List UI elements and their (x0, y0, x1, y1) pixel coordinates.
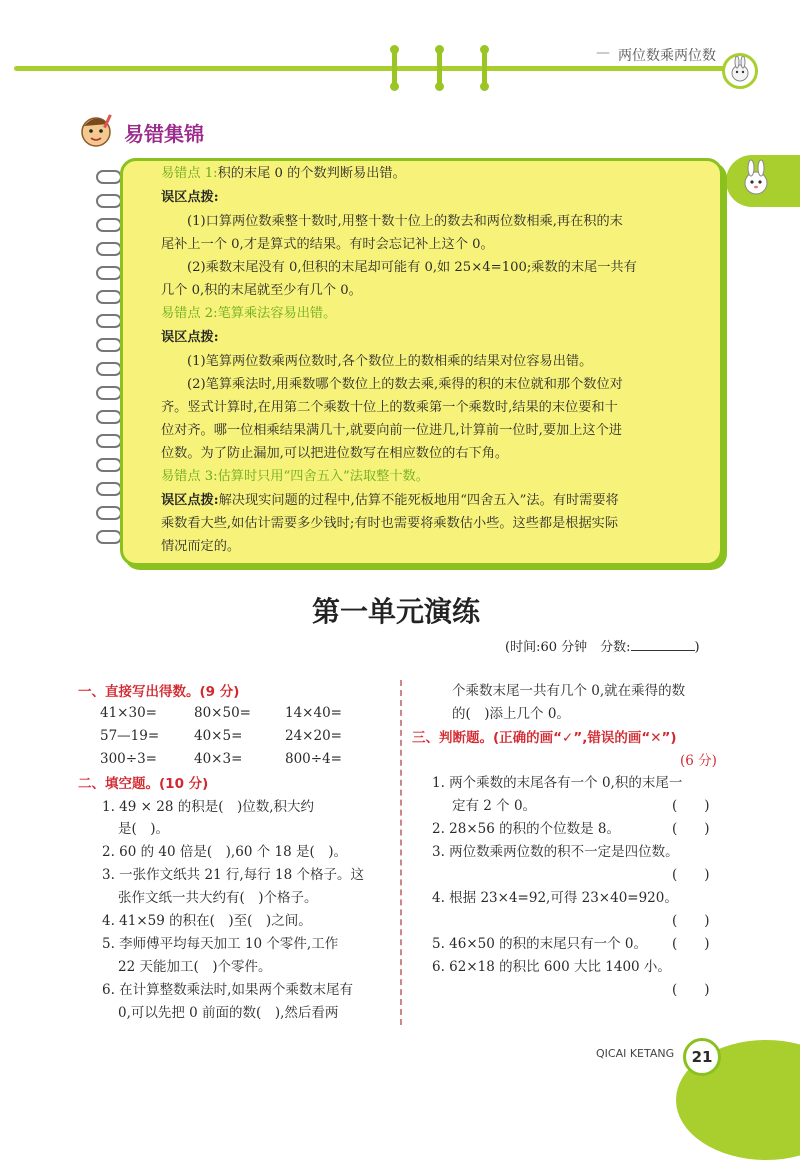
binder-peg (482, 48, 487, 88)
calc-item: 800÷4= (285, 751, 342, 767)
note-line: 齐。竖式计算时,在用第二个乘数十位上的数乘第一个乘数时,结果的末位要和十 (161, 400, 618, 415)
exercise-info: (时间:60 分钟 分数: ) (505, 640, 700, 655)
calc-item: 41×30= (100, 705, 157, 721)
section-2-title: 二、填空题。(10 分) (78, 776, 209, 792)
answer-paren[interactable]: ( ) (672, 936, 710, 952)
calc-item: 57—19= (100, 728, 160, 744)
answer-paren[interactable]: ( ) (672, 982, 710, 998)
student-mascot-icon (76, 110, 118, 154)
note-line: 位对齐。哪一位相乘结果满几十,就要向前一位进几,计算前一位时,要加上这个进 (161, 423, 622, 438)
note-line: 情况而定的。 (161, 539, 241, 554)
binder-peg (392, 48, 397, 88)
calc-item: 24×20= (285, 728, 342, 744)
note-line: 尾补上一个 0,才是算式的结果。有时会忘记补上这个 0。 (161, 237, 494, 252)
footer-brand: QICAI KETANG (596, 1047, 675, 1060)
chapter-title: 两位数乘两位数 (618, 48, 716, 64)
fill-question: 3. 一张作文纸共 21 行,每行 18 个格子。这 (102, 867, 364, 883)
answer-paren[interactable]: ( ) (672, 867, 710, 883)
fill-question: 6. 在计算整数乘法时,如果两个乘数末尾有 (102, 982, 353, 998)
note-line: 误区点拨: (161, 330, 219, 345)
note-line: (2)笔算乘法时,用乘数哪个数位上的数去乘,乘得的积的末位就和那个数位对 (187, 377, 623, 392)
note-line: 易错点 1:积的末尾 0 的个数判断易出错。 (161, 166, 406, 181)
note-line: (1)笔算两位数乘两位数时,各个数位上的数相乘的结果对位容易出错。 (187, 354, 593, 369)
bunny-mascot-icon (722, 53, 758, 89)
header-dash: — (596, 45, 610, 61)
section-3-score: (6 分) (680, 753, 717, 769)
note-line: 位数。为了防止漏加,可以把进位数写在相应数位的右下角。 (161, 446, 509, 461)
fill-question-cont: 的( )添上几个 0。 (452, 706, 570, 722)
fill-question: 张作文纸一共大约有( )个格子。 (118, 890, 318, 906)
calc-item: 40×3= (194, 751, 243, 767)
judge-question: 4. 根据 23×4=92,可得 23×40=920。 (432, 890, 678, 906)
fill-question: 2. 60 的 40 倍是( ),60 个 18 是( )。 (102, 844, 347, 860)
section-3-title: 三、判断题。(正确的画“✓”,错误的画“✕”) (412, 730, 677, 746)
judge-question: 5. 46×50 的积的末尾只有一个 0。 (432, 936, 648, 952)
fill-question: 0,可以先把 0 前面的数( ),然后看两 (118, 1005, 339, 1021)
note-line: 几个 0,积的末尾就至少有几个 0。 (161, 283, 362, 298)
note-line: 误区点拨:解决现实问题的过程中,估算不能死板地用“四舍五入”法。有时需要将 (161, 493, 619, 508)
calc-item: 300÷3= (100, 751, 157, 767)
answer-paren[interactable]: ( ) (672, 798, 710, 814)
column-divider (400, 680, 402, 1025)
note-line: (1)口算两位数乘整十数时,用整十数十位上的数去和两位数相乘,再在积的末 (187, 214, 623, 229)
score-blank[interactable] (631, 640, 695, 651)
note-line: 易错点 3:估算时只用“四舍五入”法取整十数。 (161, 469, 429, 484)
calc-item: 80×50= (194, 705, 251, 721)
judge-question: 1. 两个乘数的末尾各有一个 0,积的末尾一 (432, 775, 683, 791)
section-title: 易错集锦 (124, 122, 204, 146)
fill-question: 是( )。 (118, 821, 170, 837)
judge-question: 2. 28×56 的积的个位数是 8。 (432, 821, 621, 837)
answer-paren[interactable]: ( ) (672, 821, 710, 837)
fill-question: 4. 41×59 的积在( )至( )之间。 (102, 913, 312, 929)
fill-question: 22 天能加工( )个零件。 (118, 959, 272, 975)
judge-question: 3. 两位数乘两位数的积不一定是四位数。 (432, 844, 679, 860)
note-line: 乘数看大些,如估计需要多少钱时;有时也需要将乘数估小些。这些都是根据实际 (161, 516, 619, 531)
calc-item: 14×40= (285, 705, 342, 721)
fill-question: 1. 49 × 28 的积是( )位数,积大约 (102, 799, 315, 815)
error-notes-panel (120, 158, 723, 566)
note-line: (2)乘数末尾没有 0,但积的末尾却可能有 0,如 25×4=100;乘数的末尾一共有 (187, 260, 637, 275)
header-line (14, 66, 750, 71)
judge-question: 6. 62×18 的积比 600 大比 1400 小。 (432, 959, 671, 975)
answer-paren[interactable]: ( ) (672, 913, 710, 929)
fill-question-cont: 个乘数末尾一共有几个 0,就在乘得的数 (452, 683, 686, 699)
section-1-title: 一、直接写出得数。(9 分) (78, 684, 240, 700)
binder-peg (437, 48, 442, 88)
page-number: 21 (683, 1038, 721, 1076)
exercise-title: 第一单元演练 (312, 595, 481, 628)
calc-item: 40×5= (194, 728, 243, 744)
fill-question: 5. 李师傅平均每天加工 10 个零件,工作 (102, 936, 339, 952)
judge-question: 定有 2 个 0。 (452, 798, 537, 814)
side-tab (726, 155, 800, 207)
note-line: 易错点 2:笔算乘法容易出错。 (161, 306, 337, 321)
note-line: 误区点拨: (161, 190, 219, 205)
